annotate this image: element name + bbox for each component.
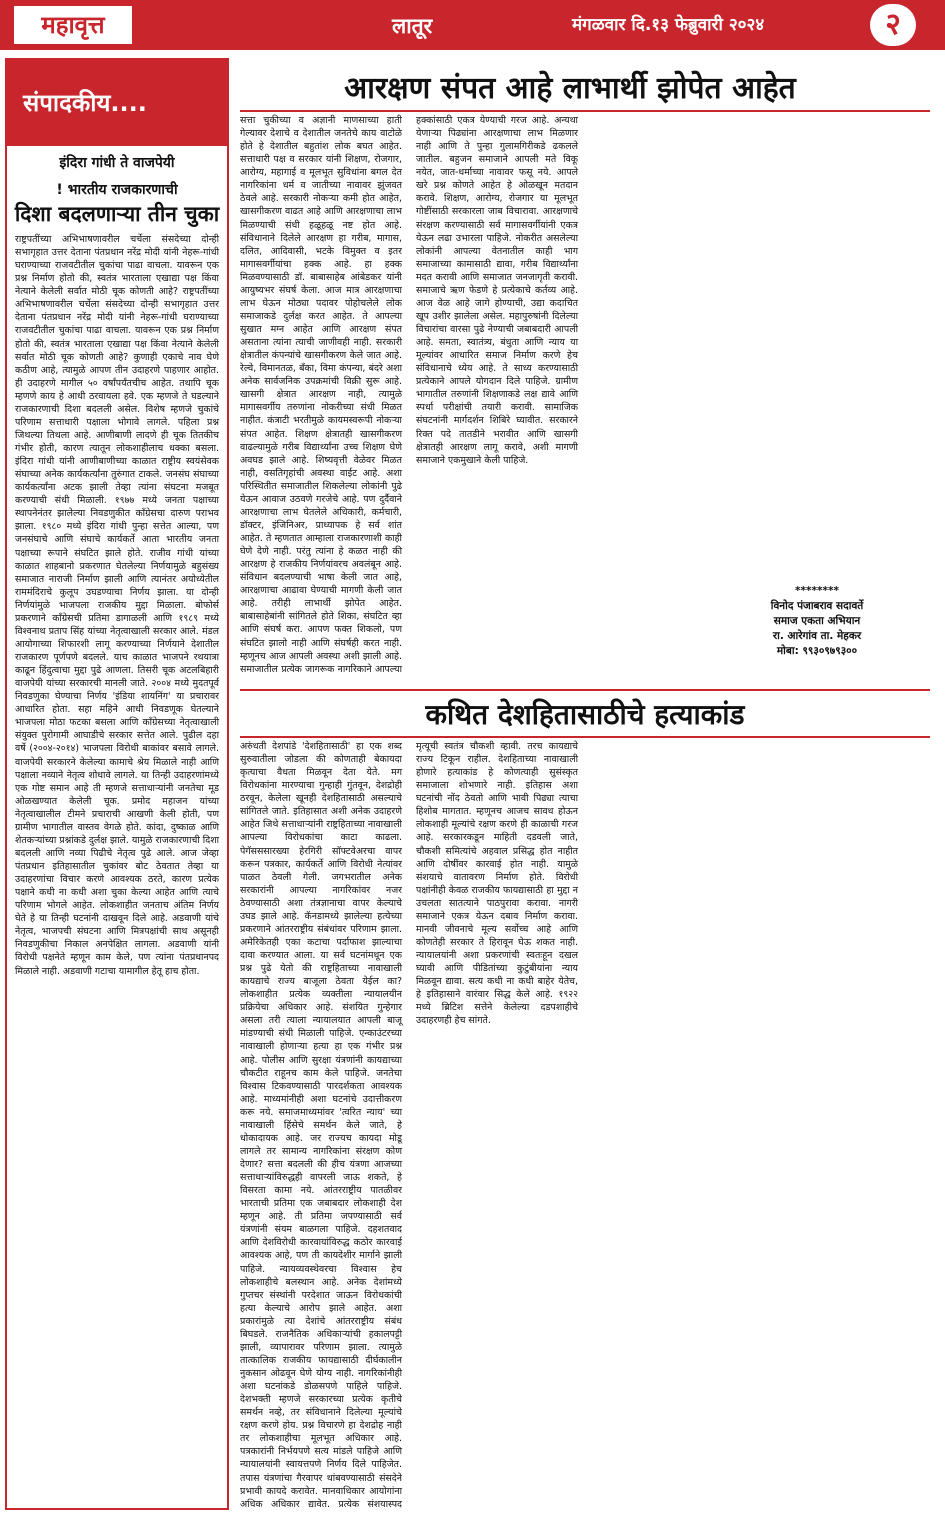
article-1-signature bbox=[705, 584, 929, 682]
author-organization: समाज एकता अभियान bbox=[773, 615, 861, 627]
editorial-title-line-2: ! भारतीय राजकारणाची bbox=[56, 182, 178, 198]
divider bbox=[240, 689, 930, 691]
editorial-column bbox=[5, 58, 229, 1510]
edition-city: लातूर bbox=[392, 14, 433, 38]
divider bbox=[240, 736, 930, 738]
editorial-section-label: संपादकीय.... bbox=[7, 60, 227, 146]
author-place: रा. आरेगांव ता. मेहकर bbox=[772, 630, 862, 642]
article-2-headline: कथित देशहितासाठीचे हत्याकांड bbox=[425, 698, 745, 731]
editorial-title-line-1: इंदिरा गांधी ते वाजपेयी bbox=[59, 155, 175, 171]
author-name: विनोद पंजाबराव सदावर्ते bbox=[770, 600, 864, 612]
article-2-body: अरुंधती देशपांडे 'देशहितासाठी' हा एक शब्द सुरुवातीला जोडला की कोणताही बेकायदा कृत्याचा वैधता मिळवून देता येते. मग विरोधकांना मारण्याचा गुन्हाही गुंतवून, देशद्रोही ठरवून, केलेला खूनही देशहितासाठी असल्याचे सांगितले जाते. इतिहासात अशी अनेक उदाहरणे आहेत जिथे सत्ताधाऱ्यांनी राष्ट्रहिताच्या नावाखाली आपल्या विरोधकांचा काटा काढला. पेगॅसससारख्या हेरगिरी सॉफ्टवेअरचा वापर करून पत्रकार, कार्यकर्ते आणि विरोधी नेत्यांवर पाळत ठेवली गेली. जगभरातील अनेक सरकारांनी आपल्या नागरिकांवर नजर ठेवण्यासाठी अशा तंत्रज्ञानाचा वापर केल्याचे उघड झाले आहे. कॅनडामध्ये झालेल्या हत्येच्या प्रकरणाने आंतरराष्ट्रीय संबंधांवर परिणाम झाला. अमेरिकेतही एका कटाचा पर्दाफाश झाल्याचा दावा करण्यात आला. या सर्व घटनांमधून एक प्रश्न पुढे येतो की राष्ट्रहिताच्या नावाखाली कायद्याचे राज्य बाजूला ठेवता येईल का? लोकशाहीत प्रत्येक व्यक्तीला न्यायालयीन प्रक्रियेचा अधिकार आहे. संशयित गुन्हेगार असला तरी त्याला न्यायालयात आपली बाजू मांडण्याची संधी मिळाली पाहिजे. एन्काउंटरच्या नावाखाली होणाऱ्या हत्या हा एक गंभीर प्रश्न आहे. पोलीस आणि सुरक्षा यंत्रणांनी कायद्याच्या चौकटीत राहूनच काम केले पाहिजे. जनतेचा विश्वास टिकवण्यासाठी पारदर्शकता आवश्यक आहे. माध्यमांनीही अशा घटनांचे उदात्तीकरण करू नये. समाजमाध्यमांवर 'त्वरित न्याय' च्या नावाखाली हिंसेचे समर्थन केले जाते, हे धोकादायक आहे. जर राज्यच कायदा मोडू लागले तर सामान्य नागरिकांना संरक्षण कोण देणार? सत्ता बदलली की हीच यंत्रणा आजच्या सत्ताधाऱ्यांविरुद्धही वापरली जाऊ शकते, हे विसरता कामा नये. आंतरराष्ट्रीय पातळीवर भारताची प्रतिमा एक जबाबदार लोकशाही देश म्हणून आहे. ती प्रतिमा जपण्यासाठी सर्व यंत्रणांनी संयम बाळगला पाहिजे. दहशतवाद आणि देशविरोधी कारवायांविरुद्ध कठोर कारवाई आवश्यक आहे, पण ती कायदेशीर मार्गाने झाली पाहिजे. न्यायव्यवस्थेवरचा विश्वास हेच लोकशाहीचे बलस्थान आहे. अनेक देशांमध्ये गुप्तचर संस्थांनी परदेशात जाऊन विरोधकांची हत्या केल्याचे आरोप झाले आहेत. अशा प्रकारांमुळे त्या देशांचे आंतरराष्ट्रीय संबंध बिघडले. राजनैतिक अधिकाऱ्यांची हकालपट्टी झाली, व्यापारावर परिणाम झाला. त्यामुळे तात्कालिक राजकीय फायद्यासाठी दीर्घकालीन नुकसान ओढवून घेणे योग्य नाही. नागरिकांनीही अशा घटनांकडे डोळसपणे पाहिले पाहिजे. देशभक्ती म्हणजे सरकारच्या प्रत्येक कृतीचे समर्थन नव्हे, तर संविधानाने दिलेल्या मूल्यांचे रक्षण करणे होय. प्रश्न विचारणे हा देशद्रोह नाही तर लोकशाहीचा मूलभूत अधिकार आहे. पत्रकारांनी निर्भयपणे सत्य मांडले पाहिजे आणि न्यायालयांनी स्वायत्तपणे निर्णय दिले पाहिजेत. तपास यंत्रणांचा गैरवापर थांबवण्यासाठी संसदेने प्रभावी कायदे करावेत. मानवाधिकार आयोगांना अधिक अधिकार द्यावेत. प्रत्येक संशयास्पद मृत्यूची स्वतंत्र चौकशी व्हावी. तरच कायद्याचे राज्य टिकून राहील. देशहिताच्या नावाखाली होणारे हत्याकांड हे कोणत्याही सुसंस्कृत समाजाला शोभणारे नाही. इतिहास अशा घटनांची नोंद ठेवतो आणि भावी पिढ्या त्याचा हिशोब मागतात. म्हणूनच आजच सावध होऊन लोकशाही मूल्यांचे रक्षण करणे ही काळाची गरज आहे. सरकारकडून माहिती दडवली जाते, चौकशी समित्यांचे अहवाल प्रसिद्ध होत नाहीत आणि दोषींवर कारवाई होत नाही. यामुळे संशयाचे वातावरण निर्माण होते. विरोधी पक्षांनीही केवळ राजकीय फायद्यासाठी हा मुद्दा न उचलता सातत्याने पाठपुरावा करावा. नागरी समाजाने एकत्र येऊन दबाव निर्माण करावा. मानवी जीवनाचे मूल्य सर्वोच्च आहे आणि कोणतेही सरकार ते हिरावून घेऊ शकत नाही. न्यायालयांनी अशा प्रकरणांची स्वतःहून दखल घ्यावी आणि पीडितांच्या कुटुंबीयांना न्याय मिळवून द्यावा. सत्य कधी ना कधी बाहेर येतेच, हे इतिहासाने वारंवार सिद्ध केले आहे. १९२२ मध्ये ब्रिटिश सत्तेने केलेल्या दडपशाहीचे उदाहरणही हेच सांगते. bbox=[240, 741, 578, 1510]
divider bbox=[240, 110, 930, 112]
newspaper-logo: महावृत्त bbox=[14, 6, 132, 44]
issue-date: मंगळवार दि.१३ फेब्रुवारी २०२४ bbox=[572, 15, 765, 35]
article-1-headline: आरक्षण संपत आहे लाभार्थी झोपेत आहेत bbox=[344, 71, 796, 106]
editorial-body: राष्ट्रपतींच्या अभिभाषणावरील चर्चेला संसदेच्या दोन्ही सभागृहात उत्तर देताना पंतप्रधान नरेंद्र मोदी यांनी नेहरू-गांधी घराण्याच्या राजवटीतील चुकांचा पाढा वाचला. यावरून एक प्रश्न निर्माण होतो की, स्वतंत्र भारताला एखाद्या पक्ष किंवा नेत्याने केलेली सर्वात मोठी चूक कोणती आहे? राष्ट्रपतींच्या अभिभाषणावरील चर्चेला संसदेच्या दोन्ही सभागृहात उत्तर देताना पंतप्रधान नरेंद्र मोदी यांनी नेहरू-गांधी घराण्याच्या राजवटीतील चुकांचा पाढा वाचला. यावरून एक प्रश्न निर्माण होतो की, स्वतंत्र भारताला एखाद्या पक्ष किंवा नेत्याने केलेली सर्वात मोठी चूक कोणती आहे? कुणाही एकाचे नाव घेणे कठीण आहे, त्यामुळे आपण तीन उदाहरणे पाहणार आहोत. ही उदाहरणे मागील ५० वर्षांपर्यंतचीच आहेत. तथापि चूक म्हणणे काय हे आधी ठरवायला हवे. एक म्हणजे ते घडल्याने राजकारणाची दिशा बदलली असेल. विशेष म्हणजे चुकांचे परिणाम सत्ताधारी पक्षाला भोगावे लागले. पहिला प्रश्न जिथल्या तिथला आहे. आणीबाणी लादणे ही चूक तितकीच गंभीर होती, कारण त्यातून लोकशाहीलाच धक्का बसला. इंदिरा गांधी यांनी आणीबाणीच्या काळात राष्ट्रीय स्वयंसेवक संघाच्या अनेक कार्यकर्त्यांना तुरुंगात टाकले. जनसंघ संघाच्या कार्यकर्त्यांना अटक झाली तेव्हा त्यांना संघटना मजबूत करण्याची संधी मिळाली. १९७७ मध्ये जनता पक्षाच्या स्थापनेनंतर झालेल्या निवडणुकीत काँग्रेसचा दारुण पराभव झाला. १९८० मध्ये इंदिरा गांधी पुन्हा सत्तेत आल्या, पण जनसंघाचे आणि संघाचे कार्यकर्ते आता भारतीय जनता पक्षाच्या रूपाने संघटित झाले होते. राजीव गांधी यांच्या काळात शाहबानो प्रकरणात घेतलेल्या निर्णयामुळे बहुसंख्य समाजात नाराजी निर्माण झाली आणि त्यानंतर अयोध्येतील राममंदिराचे कुलूप उघडण्याचा निर्णय झाला. या दोन्ही निर्णयांमुळे भाजपला राजकीय मुद्दा मिळाला. बोफोर्स प्रकरणाने काँग्रेसची प्रतिमा डागाळली आणि १९८९ मध्ये विश्वनाथ प्रताप सिंह यांच्या नेतृत्वाखाली सरकार आले. मंडल आयोगाच्या शिफारशी लागू करण्याच्या निर्णयाने देशातील राजकारण पूर्णपणे बदलले. याच काळात भाजपने रथयात्रा काढून हिंदुत्वाचा मुद्दा पुढे आणला. तिसरी चूक अटलबिहारी वाजपेयी यांच्या सरकारची मानली जाते. २००४ मध्ये मुदतपूर्व निवडणुका घेण्याचा निर्णय 'इंडिया शायनिंग' या प्रचारावर आधारित होता. सहा महिने आधी निवडणूक घेतल्याने भाजपला मोठा फटका बसला आणि काँग्रेसच्या नेतृत्वाखाली संयुक्त पुरोगामी आघाडीचे सरकार सत्तेत आले. पुढील दहा वर्षे (२००४-२०१४) भाजपला विरोधी बाकांवर बसावे लागले. वाजपेयी सरकारने केलेल्या कामाचे श्रेय मिळाले नाही आणि पक्षाला नव्याने नेतृत्व शोधावे लागले. या तिन्ही उदाहरणांमध्ये एक गोष्ट समान आहे ती म्हणजे सत्ताधाऱ्यांनी जनतेचा मूड ओळखण्यात केलेली चूक. प्रमोद महाजन यांच्या नेतृत्वाखालील टीमने प्रचाराची आखणी केली होती, पण ग्रामीण भागातील वास्तव वेगळे होते. कांदा, दुष्काळ आणि शेतकऱ्यांच्या प्रश्नांकडे दुर्लक्ष झाले. यामुळे राजकारणाची दिशा बदलली आणि नव्या पिढीचे नेतृत्व पुढे आले. आज जेव्हा पंतप्रधान इतिहासातील चुकांवर बोट ठेवतात तेव्हा या उदाहरणांचा विचार करणे आवश्यक ठरते, कारण प्रत्येक पक्षाने कधी ना कधी अशा चुका केल्या आहेत आणि त्याचे परिणाम भोगले आहेत. लोकशाहीत जनताच अंतिम निर्णय घेते हे या तिन्ही घटनांनी दाखवून दिले आहे. अडवाणी यांचे नेतृत्व, भाजपची संघटना आणि मित्रपक्षांची साथ असूनही निवडणुकीचा निकाल अनपेक्षित लागला. अडवाणी यांनी विरोधी पक्षनेते म्हणून काम केले, पण त्यांना पंतप्रधानपद मिळाले नाही. अडवाणी गटाचा यामागील हेतू हाच होता. bbox=[15, 234, 219, 977]
article-1-body: सत्ता चुकीच्या व अज्ञानी माणसाच्या हाती गेल्यावर देशाचे व देशातील जनतेचे काय वाटोळे होते हे देशातील बहुतांश लोक बघत आहेत. सत्ताधारी पक्ष व सरकार यांनी शिक्षण, रोजगार, आरोग्य, महागाई व मूलभूत सुविधांना बगल देत नागरिकांना धर्म व जातीच्या नावावर झुंजवत ठेवले आहे. सरकारी नोकऱ्या कमी होत आहेत, खासगीकरण वाढत आहे आणि आरक्षणाचा लाभ मिळण्याची संधी हळूहळू नष्ट होत आहे. संविधानाने दिलेले आरक्षण हा गरीब, मागास, दलित, आदिवासी, भटके विमुक्त व इतर मागासवर्गीयांचा हक्क आहे. हा हक्क मिळवण्यासाठी डॉ. बाबासाहेब आंबेडकर यांनी आयुष्यभर संघर्ष केला. आज मात्र आरक्षणाचा लाभ घेऊन मोठ्या पदावर पोहोचलेले लोक समाजाकडे दुर्लक्ष करत आहेत. ते आपल्या सुखात मग्न आहेत आणि आरक्षण संपत असताना त्यांना त्याची जाणीवही नाही. सरकारी क्षेत्रातील कंपन्यांचे खासगीकरण केले जात आहे. रेल्वे, विमानतळ, बँका, विमा कंपन्या, बंदरे अशा अनेक सार्वजनिक उपक्रमांची विक्री सुरू आहे. खासगी क्षेत्रात आरक्षण नाही, त्यामुळे मागासवर्गीय तरुणांना नोकरीच्या संधी मिळत नाहीत. कंत्राटी भरतीमुळे कायमस्वरूपी नोकऱ्या संपत आहेत. शिक्षण क्षेत्रातही खासगीकरण वाढल्यामुळे गरीब विद्यार्थ्यांना उच्च शिक्षण घेणे अवघड झाले आहे. शिष्यवृत्ती वेळेवर मिळत नाही, वसतिगृहांची अवस्था वाईट आहे. अशा परिस्थितीत समाजातील शिकलेल्या लोकांनी पुढे येऊन आवाज उठवणे गरजेचे आहे. पण दुर्दैवाने आरक्षणाचा लाभ घेतलेले अधिकारी, कर्मचारी, डॉक्टर, इंजिनिअर, प्राध्यापक हे सर्व शांत आहेत. ते म्हणतात आम्हाला राजकारणाशी काही घेणे देणे नाही. परंतु त्यांना हे कळत नाही की आरक्षण हे राजकीय निर्णयांवरच अवलंबून आहे. संविधान बदलण्याची भाषा केली जात आहे, आरक्षणाचा आढावा घेण्याची मागणी केली जात आहे. तरीही लाभार्थी झोपेत आहेत. बाबासाहेबांनी सांगितले होते शिका, संघटित व्हा आणि संघर्ष करा. आपण फक्त शिकलो, पण संघटित झालो नाही आणि संघर्षही करत नाही. म्हणूनच आज आपली अवस्था अशी झाली आहे. समाजातील प्रत्येक जागरूक नागरिकाने आपल्या हक्कांसाठी एकत्र येण्याची गरज आहे. अन्यथा येणाऱ्या पिढ्यांना आरक्षणाचा लाभ मिळणार नाही आणि ते पुन्हा गुलामगिरीकडे ढकलले जातील. बहुजन समाजाने आपली मते विकू नयेत, जात-धर्माच्या नावावर फसू नये. आपले खरे प्रश्न कोणते आहेत हे ओळखून मतदान करावे. शिक्षण, आरोग्य, रोजगार या मूलभूत गोष्टींसाठी सरकारला जाब विचारावा. आरक्षणाचे संरक्षण करण्यासाठी सर्व मागासवर्गीयांनी एकत्र येऊन लढा उभारला पाहिजे. नोकरीत असलेल्या लोकांनी आपल्या वेतनातील काही भाग समाजाच्या कामासाठी द्यावा, गरीब विद्यार्थ्यांना मदत करावी आणि समाजात जनजागृती करावी. समाजाचे ऋण फेडणे हे प्रत्येकाचे कर्तव्य आहे. आज वेळ आहे जागे होण्याची, उद्या कदाचित खूप उशीर झालेला असेल. महापुरुषांनी दिलेल्या विचारांचा वारसा पुढे नेण्याची जबाबदारी आपली आहे. समता, स्वातंत्र्य, बंधुता आणि न्याय या मूल्यांवर आधारित समाज निर्माण करणे हेच संविधानाचे ध्येय आहे. ते साध्य करण्यासाठी प्रत्येकाने आपले योगदान दिले पाहिजे. ग्रामीण भागातील तरुणांनी शिक्षणाकडे लक्ष द्यावे आणि स्पर्धा परीक्षांची तयारी करावी. सामाजिक संघटनांनी मार्गदर्शन शिबिरे घ्यावीत. सरकारने रिक्त पदे तातडीने भरावीत आणि खासगी क्षेत्रातही आरक्षण लागू करावे, अशी मागणी समाजाने एकमुखाने केली पाहिजे. bbox=[240, 115, 578, 675]
page-number: २ bbox=[870, 4, 916, 46]
masthead bbox=[0, 0, 945, 50]
editorial-title-line-3: दिशा बदलणाऱ्या तीन चुका bbox=[14, 202, 220, 226]
author-mobile: मोबा: ९९३०९७९३०० bbox=[776, 645, 858, 657]
signature-stars: ******** bbox=[795, 585, 839, 597]
